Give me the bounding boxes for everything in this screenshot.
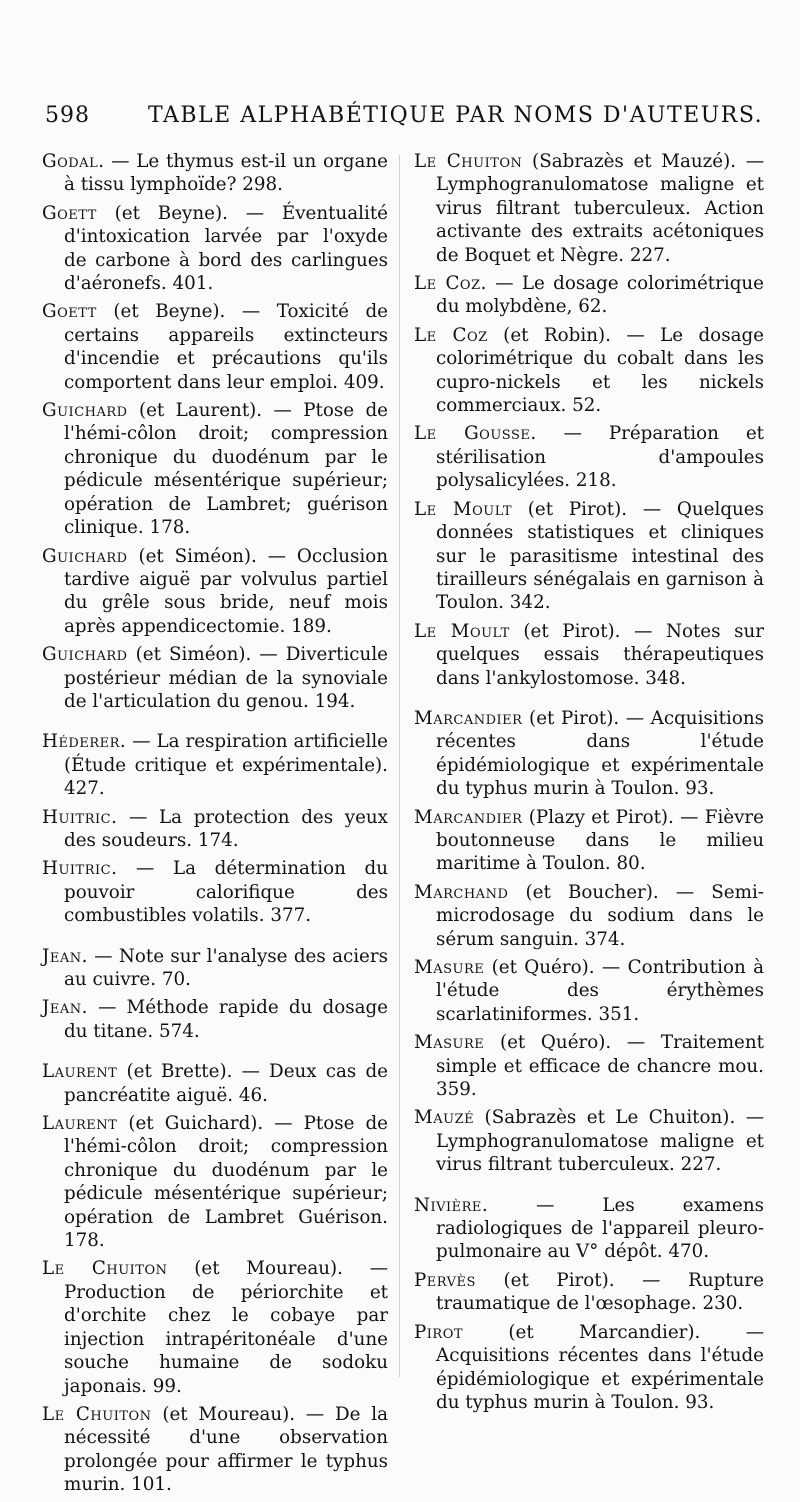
entry-text: — Préparation et stérilisation d'ampoules polysalicylées. 218. xyxy=(436,423,764,492)
index-entry xyxy=(42,399,388,539)
index-entry xyxy=(42,945,388,992)
entry-author: Le Coz xyxy=(414,324,488,346)
entry-text: — La protection des yeux des soudeurs. 174. xyxy=(64,806,388,851)
entry-author: Marcandier xyxy=(414,806,523,828)
entry-text: (et Robin). — Le dosage colorimétrique du cobalt dans les cupro-nickels et les nickels commerciaux. 52. xyxy=(436,324,764,417)
entry-text: — Note sur l'analyse des aciers au cuivre. 70. xyxy=(64,945,388,990)
index-entry xyxy=(414,1031,764,1101)
index-entry xyxy=(414,620,764,690)
entry-text: (et Pirot). — Rupture traumatique de l'œsophage. 230. xyxy=(436,1269,764,1315)
entry-author: Masure xyxy=(414,1032,485,1054)
entry-author: Guichard xyxy=(42,400,128,422)
index-entry xyxy=(414,498,764,615)
entry-text: — La respiration artificielle (Étude critique et expérimentale). 427. xyxy=(64,731,388,800)
index-entry xyxy=(414,272,764,319)
index-entry xyxy=(414,1269,764,1316)
index-entry xyxy=(42,730,388,800)
column-divider xyxy=(399,155,400,1377)
page-number: 598 xyxy=(45,103,90,128)
index-entry xyxy=(414,881,764,951)
entry-text: (et Moureau). — De la nécessité d'une observation prolongée pour affirmer le typhus murin. 101. xyxy=(64,1403,388,1496)
entry-text: (et Siméon). — Occlusion tardive aiguë par volvulus partiel du grêle sous bride, neuf mois après appendicectomie. 189. xyxy=(64,545,388,637)
entry-text: — Le thymus est-il un organe à tissu lymphoïde? 298. xyxy=(64,151,388,196)
index-entry xyxy=(414,150,764,267)
index-entry xyxy=(42,150,388,197)
entry-author: Le Moult xyxy=(414,620,510,642)
entry-text: (et Beyne). — Éventualité d'intoxication larvée par l'oxyde de carbone à bord des carlingues d'aéronefs. 401. xyxy=(64,202,388,295)
right-column xyxy=(414,150,764,1419)
entry-text: (Sabrazès et Le Chuiton). — Lymphogranulomatose maligne et virus filtrant tuberculeux. 227. xyxy=(436,1107,764,1176)
entry-text: (et Pirot). — Notes sur quelques essais thérapeutiques dans l'ankylostomose. 348. xyxy=(436,620,764,689)
entry-text: (et Guichard). — Ptose de l'hémi-côlon droit; compression chronique du duodénum par le pédicule mésentérique supérieur; opération de Lambret Guérison. 178. xyxy=(64,1113,388,1252)
entry-text: (et Marcandier). — Acquisitions récentes dans l'étude épidémiologique et expérimentale du typhus murin à Toulon. 93. xyxy=(436,1321,764,1413)
running-title: TABLE ALPHABÉTIQUE PAR NOMS D'AUTEURS. xyxy=(148,103,764,128)
entry-author: Goett xyxy=(42,301,97,323)
entry-text: — Méthode rapide du dosage du titane. 574. xyxy=(64,997,388,1042)
index-entry xyxy=(42,300,388,394)
entry-author: Le Coz. xyxy=(414,273,487,295)
page-header xyxy=(40,103,762,139)
index-entry xyxy=(42,996,388,1043)
index-entry xyxy=(414,806,764,876)
entry-author: Nivière. xyxy=(414,1194,489,1216)
index-entry xyxy=(42,857,388,927)
entry-author: Héderer. xyxy=(42,731,127,753)
index-entry xyxy=(42,1257,388,1397)
entry-text: (et Pirot). — Acquisitions récentes dans l'étude épidémiologique et expérimentale du typhus murin à Toulon. 93. xyxy=(436,707,764,800)
entry-author: Guichard xyxy=(42,644,128,666)
entry-text: (et Siméon). — Diverticule postérieur médian de la synoviale de l'articulation du genou. 194. xyxy=(64,644,388,712)
entry-text: (Sabrazès et Mauzé). — Lymphogranulomatose maligne et virus filtrant tuberculeux. Action activante des extraits acétoniques de Boquet et Nègre. 227. xyxy=(436,151,764,266)
entry-author: Laurent xyxy=(42,1113,118,1135)
entry-text: (et Moureau). — Production de périorchite et d'orchite chez le cobaye par injection intrapéritonéale d'une souche humaine de sodoku japonais. 99. xyxy=(64,1258,388,1397)
entry-author: Guichard xyxy=(42,545,128,567)
entry-author: Mauzé xyxy=(414,1107,475,1129)
entry-author: Marcandier xyxy=(414,707,523,729)
entry-text: — Le dosage colorimétrique du molybdène, 62. xyxy=(436,273,764,318)
entry-text: (Plazy et Pirot). — Fièvre boutonneuse dans le milieu maritime à Toulon. 80. xyxy=(436,806,764,875)
entry-author: Masure xyxy=(414,957,485,978)
entry-author: Le Chuiton xyxy=(414,151,523,172)
entry-text: (et Brette). — Deux cas de pancréatite aiguë. 46. xyxy=(64,1061,388,1106)
entry-text: (et Pirot). — Quelques données statistiques et cliniques sur le parasitisme intestinal des tirailleurs sénégalais en garnison à Toulon. 342. xyxy=(436,498,764,614)
entry-text: — Les examens radiologiques de l'appareil pleuro-pulmonaire au V° dépôt. 470. xyxy=(436,1194,764,1263)
index-entry xyxy=(414,956,764,1026)
index-entry xyxy=(42,643,388,713)
index-entry xyxy=(42,202,388,296)
entry-author: Le Gousse. xyxy=(414,423,537,445)
entry-text: (et Laurent). — Ptose de l'hémi-côlon droit; compression chronique du duodénum par le pédicule mésentérique supérieur; opération de Lambret; guérison clinique. 178. xyxy=(64,400,388,539)
index-entry xyxy=(414,707,764,801)
entry-author: Marchand xyxy=(414,881,509,903)
entry-text: (et Quéro). — Traitement simple et efficace de chancre mou. 359. xyxy=(436,1032,764,1101)
entry-text: (et Quéro). — Contribution à l'étude des érythèmes scarlatiniformes. 351. xyxy=(436,957,764,1025)
index-entry xyxy=(414,1106,764,1176)
index-entry xyxy=(414,1321,764,1415)
entry-author: Le Chuiton xyxy=(42,1258,168,1280)
entry-author: Huitric. xyxy=(42,858,118,880)
entry-author: Le Chuiton xyxy=(42,1403,152,1425)
left-column xyxy=(42,150,388,1502)
entry-author: Jean. xyxy=(42,997,88,1019)
entry-author: Goett xyxy=(42,202,97,224)
entry-text: (et Beyne). — Toxicité de certains appareils extincteurs d'incendie et précautions qu'ils comportent dans leur emploi. 409. xyxy=(64,301,388,393)
entry-author: Huitric. xyxy=(42,806,118,828)
index-entry xyxy=(42,1403,388,1497)
entry-author: Godal. xyxy=(42,151,105,172)
entry-text: — La détermination du pouvoir calorifique des combustibles volatils. 377. xyxy=(64,858,388,927)
index-entry xyxy=(42,1060,388,1107)
entry-author: Pirot xyxy=(414,1321,464,1343)
entry-author: Pervès xyxy=(414,1269,476,1291)
index-entry xyxy=(42,1112,388,1252)
entry-author: Le Moult xyxy=(414,498,512,520)
index-entry xyxy=(414,422,764,492)
index-entry xyxy=(414,324,764,418)
entry-author: Laurent xyxy=(42,1061,118,1083)
index-entry xyxy=(414,1194,764,1264)
index-entry xyxy=(42,806,388,853)
entry-text: (et Boucher). — Semi-microdosage du sodium dans le sérum sanguin. 374. xyxy=(436,881,764,950)
index-entry xyxy=(42,545,388,639)
entry-author: Jean. xyxy=(42,945,88,967)
